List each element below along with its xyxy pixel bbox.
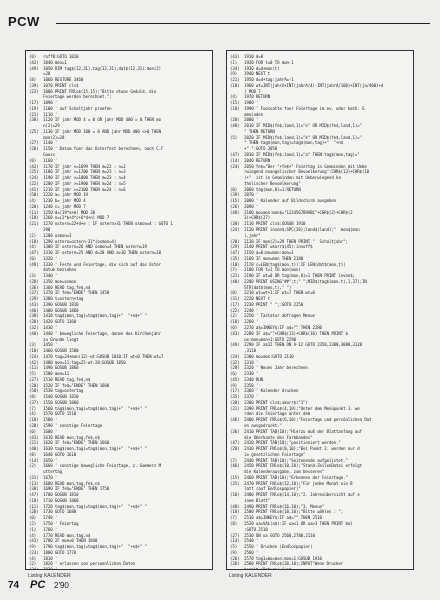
code-line: (24) 1190 IF jahr >=1800 THEN m=23 : n=4 [29,175,126,181]
code-line: (39) 1070 PRINT cls$ [29,82,79,88]
code-line: +" ":GOTO 2050 [230,146,278,152]
code-line: (38) 2380 PRINT cls$;ukorr$("1") [230,399,308,405]
code-line: (28) 2580 PRINT FNlo$(20,10);INPUT"Wenn Drucker [230,561,344,567]
code-line: (36) 1360 READ tag,fe$,n$ [29,284,91,290]
code-line: (18) 2500 PRINT FNlo$(18,10);"Bitte wählen : "; [230,509,344,515]
code-line: ue:mon=mon+1:GOTO 2290 [230,336,296,342]
code-line: die Kalenderausgabe, zum besseren" [230,469,325,475]
code-line: (27) 1510 READ tag,fe$,n$ [29,376,91,382]
code-line: (43) 2280 IF a$=""+CHR$(13)+CHR$(10) THEN PRINT b [230,330,348,336]
code-line: (45) 2340 RUN [230,376,263,382]
code-line: (10) 1580 ' [29,417,58,423]
code-line: (28) 2320 ' Neues Jahr berechnen [230,365,308,371]
code-line: (9) 2350 ' [230,382,259,388]
code-line: (0) 1320 ' [29,255,58,261]
code-line: (0) 2060 tag(mon,0)=1:RETURN [230,186,301,192]
section-label: PCW [8,14,40,29]
code-line: die Oberkante des Farbbandes" [230,434,313,440]
code-line: (40) 1630 tag$(mon,tag)=tag$(mon,tag)+" "+n$+" " [29,446,147,452]
page-number: 74 [8,580,20,591]
code-line: (47) 2030 IF MID$(fe$,land,1)="a" THEN tag$(mon,tag)=" [230,152,360,158]
code-line: (4) 1810 ' [29,555,58,561]
code-line: (18) 1990 ' Fuessatte fuer Feiertage im ev. oder kath. G [230,105,365,111]
code-line: (18) 1260 e=(2*b+4*c+6*d+n) MOD 7 [29,215,110,221]
code-line: (31) 2220 NEXT t [230,296,271,302]
code-line: mon(2)=28 [29,134,65,140]
code-line: ),jahr" [230,232,261,238]
code-line: (4) 1570 GOTO 1510 [29,411,77,417]
code-line: (7) 2440 PRINT TAB(10);"Seitenende aufgelistet." [230,457,348,463]
code-line: (37) 1370 IF fe$="ENDE" THEN 1450 [29,290,110,296]
code-line: (50) 1220 a= jahr MOD 19 [29,192,88,198]
code-line: ) MOD 7 [230,88,261,94]
code-line: (18) 2260 ' [230,319,259,325]
code-line: (29) 2140 PRINT ukorr$(45):invoff$ [230,244,313,250]
code-line: (48) 2010 IF MID$(fe$,land,1)="e" OR MID$(fe$,land,1)=" [230,123,362,129]
code-line: (39) 2070 ' [230,192,259,198]
code-line: (8) 1060 RESTORE 3460 [29,77,84,83]
code-line: " THEN tag$(mon,tag)=tag$(mon,tag)+" "+n$ [230,140,344,146]
section-header [0,12,440,34]
code-line: )+" ist in Gemeinden mit Ueberwiegend ka [230,175,341,181]
code-line: (20) 1520 IF fe$="ENDE" THEN 1600 [29,382,110,388]
code-line: (0) 2210 wt=wt+1:IF wt=7 THEN wt=0 [230,290,315,296]
code-line: (34) 1930 d=d+mon(t) [230,65,280,71]
code-line: (25) 2470 PRINT FNlo$(12,10);"Für jeden Monat ein B [230,480,353,486]
code-line: (49) 2290 IF a$12 THEN ON A-12 GOTO 2350,2380,3080,3120 [230,342,362,348]
code-line: (2) 1820 ' erlassen von persoenlichen Daten [29,561,136,567]
code-line: (22) 1200 IF jahr >=1900 THEN m=24 : n=5 [29,180,126,186]
code-line: =28 [29,71,51,77]
code-line: (4) 1770 READ mon,tag,n$ [29,532,91,538]
code-line: n(2)=29 [29,123,60,129]
code-line: rden die Feiertage unter dem [230,411,311,417]
code-line: 290 [29,226,51,232]
code-line: (6) 2330 ' [230,371,259,377]
code-line: (1) 1920 FOR t=0 TO mon-1 [230,59,294,65]
code-line: (38) 1410 tag$(mon,tag)=tag$(mon,tag)+" "+n$+" " [29,313,147,319]
code-line: (23) 1080 PRINT FNlo$(15,15);"Bitte etwas Geduld, die [29,88,157,94]
code-line: (35) 2160 IF mon=mon THEN 2180 [230,255,304,261]
code-line: (8) 1540 GOSUB 1810 [29,394,79,400]
code-line: (4) 1300 IF ostern=26 AND osmon=4 THEN ostern=19 [29,244,147,250]
code-line: (9) 2560 ' [230,549,259,555]
code-line: STR(dat$(mon,t)," ") [230,284,292,290]
code-line: (43) 1780 IF mon=0 THEN 1840 [29,538,98,544]
magazine-brand: PC [30,579,46,591]
code-line: (13) 1680 READ mon,tag,fe$,n$ [29,480,100,486]
code-line: (20) 1590 ' sonstige Feiertage [29,423,103,428]
code-line: (0) 1740 ' [29,515,58,521]
code-line: (37) 1550 GOSUB 1860 [29,399,79,405]
issue-label: 2'90 [54,581,69,590]
code-line: (29) 1380 t=ostern+tag [29,296,84,302]
code-line: (9) 1940 NEXT t [230,71,271,77]
code-line: (17) 1090 ' [29,100,58,106]
code-line: (46) 2400 PRINT FNlo$(6,10);"Feiertage und persönlichen Dat [230,417,372,423]
code-line: (46) 2450 PRINT FNlo$(10,10);"Stand-ZeilenDatei erfolgt [230,463,362,469]
code-line: (27) 1140 ' [29,140,58,146]
code-line: (43) 1040 mon=1 [29,59,67,65]
code-line: (25) 1130 IF jahr MOD 100 = 0 AND jahr MOD 400 <>0 THEN [29,128,161,134]
code-line: (2) 1280 osmon=3 [29,232,72,238]
listing-column-left [25,50,213,570]
code-line: datum beziehen [29,267,77,273]
code-line: (31) 1670 ' [29,474,58,480]
code-line: (9) 1790 tag$(mon,tag)=tag$(mon,tag)+" "+n$+" " [29,544,147,550]
code-line: (5) 1500 mon=11 [29,371,70,377]
code-line: (46) 1400 GOSUB 1860 [29,307,79,313]
code-line: (7) 1560 tag$(mon,tag)=tag$(mon,tag)+" "+n$+" " [29,405,147,411]
code-line: (38) 1690 IF fe$="ENDE" THEN 1750 [29,486,110,492]
code-line: (20) 2130 IF mon(2)=29 THEN PRINT " Schaltjahr"; [230,238,348,244]
code-line: (4) 1230 b= jahr MOD 4 [29,198,86,204]
code-line: (23) 1800 GOTO 1770 [29,549,77,555]
code-line: (43) 1610 READ mon,tag,fe$,n$ [29,434,100,440]
listing-caption-left: Listing KALENDER [28,573,71,579]
code-line: (34) 1830 ' [29,567,58,570]
code-line: Gauss [29,152,55,158]
code-line: latt (auf Endlospapier)" [230,486,301,492]
code-line: (48) 2100 mo=mon:mon$="123456789ABC"+CHR$(2)+CHR$(2 [230,209,353,215]
code-line: (2) 2250 ' Tastatur abfragen Menue [230,313,315,319]
code-line: (49) 1050 DIM tag$(12,31),tag(12,31),dat$(12,31):mon(2) [29,65,161,71]
code-line: (21) 1270 ostern=22+d+e : IF ostern>31 THEN osmon=4 : GOTO 1 [29,221,173,227]
code-line: (48) 2490 PRINT FNlo$(16,10);"3. Menue" [230,503,325,509]
code-line: (47) 2150 a=0:mo=mon:mon=1 [230,250,294,256]
code-line: (38) 1120 IF jahr MOD 4 = 0 OR jahr MOD 400 = 0 THEN mo [29,117,161,123]
code-line: (15) 2080 ' Kalender auf Bildschirm ausgeben [230,198,337,204]
code-line: (24) 2120 PRINT invon$;SPC(20);land$(land);" mon$(mon [230,226,360,232]
code-line: (47) 2420 PRINT TAB(10);"positioniert werden." [230,440,341,446]
code-line: (3) 1450 ' [29,342,58,348]
code-line: (7) 2180 FOR t=1 TO mon(mon) [230,267,301,273]
code-line: (11) 1490 GOSUB 1860 [29,365,79,371]
code-line: (49) 1330 ' Feste und Feiertage, die sich auf das Oster [29,261,161,267]
listing-caption-right: Listing KALENDER [229,573,272,579]
code-line: 3)+CHR$(27) [230,215,271,221]
code-line: (14) 2540 ' [230,538,259,544]
code-line: (20) 1350 mon=osmon [29,278,77,284]
header-rule [56,23,430,24]
code-line: (38) 2110 PRINT cls$:GOSUB 1910 [230,221,306,227]
code-line: inem Blatt" [230,497,271,503]
code-line: ,3110 [230,348,256,354]
code-line: :GOTO 2510 [230,526,268,532]
code-line: (18) 1290 ostern=ostern-31*(osmon=4) [29,238,117,244]
code-line: (21) 2190 IF wt=0 OR tag(mon,0)=1 THEN PRINT invon$; [230,273,355,279]
code-line: (14) 1650 ' [29,457,58,463]
code-line: (7) 2510 a$=INKEY$:IF a$="" THEN 2510 [230,515,322,521]
code-line: (48) 2200 PRINT USING"##";t;" ";MID$(tag$(mon,t),1,37);IN [230,278,367,284]
code-line: (0) 1600 ' [29,428,58,434]
code-line: (24) 2050 fe$="Der "+fe$+" Feiertag in Gemeinden mit Uebe [230,163,367,169]
code-line: (11) 1250 d=(19*a+m) MOD 30 [29,209,95,215]
code-line: (47) 1700 GOSUB 1810 [29,492,79,498]
code-line: (20) 2000 ' [230,117,259,123]
code-line: (8) 1640 GOTO 1610 [29,451,77,457]
code-line: bereit (Return) ";a$ [230,567,292,570]
code-line: (26) 2090 ' [230,203,259,209]
code-line: Feiertage werden berechnet."; [29,94,112,100]
code-line: (15) 1980 ' [230,100,259,106]
code-line: (26) 2570 tag1=mo=mon:mon=1:GOSUB 1910 [230,555,322,561]
code-line: (4) 1970 RETURN [230,94,271,100]
code-line: (2) 1660 ' sonstige bewegliche Feiertage, z. Sommerz M [29,463,161,469]
code-line: ie gesetzlichen Feiertage" [230,451,306,457]
code-line: (18) 1710 GOSUB 1860 [29,497,79,503]
code-line: (10) 2480 PRINT FNlo$(14,10);"2. Jahresübersicht auf e [230,492,360,498]
code-line: (20) 1150 ' Datum fuer das Osterfest berechnen, nach C.F [29,146,164,152]
code-line: (18) 1960 wt=INT(jahrA+INT(jahrA/4)-INT(jahrA/100)+INT(ja/400)+d [230,82,384,88]
code-line: (42) 1480 mon=11:tag=25-wt-28:GOSUB 1850 [29,359,126,365]
code-line: (41) 1210 IF jahr >=2100 THEN m=24 : n=6 [29,186,126,192]
code-line: (8) 2520 ua=VAL(a$):IF ua<1 OR ua>3 THEN PRINT bel [230,521,353,527]
code-line: (43) 1390 GOSUB 1810 [29,301,79,307]
code-line: (25) 1180 IF jahr >=1700 THEN m=23 : n=3 [29,169,126,175]
code-line: (35) 2370 ' [230,394,259,400]
code-line: (20) 1730 GOTO 1680 [29,509,77,515]
code-line: (24) 1470 tag=24+mon(12)-wt:GOSUB 1810:IF wt<0 THEN wt=7 [29,353,164,359]
code-line: (36) 2410 PRINT TAB(10);"Hierzu muß der Blattanfang auf [230,428,362,434]
code-line: tholischer Bevoelkerung" [230,180,301,186]
code-line: (20) 2430 PRINT FNlo$(8,10);"Bei Punkt 2. werden nur d [230,446,360,452]
code-line: (5) 2020 IF MID$(fe$,land,1)="k" OR MID$(fe$,land,1)=" [230,134,362,140]
code-line: (0) roffB:GOTO 1010 [29,54,79,59]
code-line: (20) 1420 GOTO 1360 [29,319,77,325]
code-line: (43) 1910 d=0 [230,54,263,59]
code-line: (2) 1750 ' Feiertag [29,521,79,527]
code-line: (17) 2360 ' Kalender drucken [230,388,299,394]
code-line: (32) 2310 ' [230,359,259,365]
code-line: (17) 2230 PRINT " ";:GOTO 2250 [230,301,304,307]
code-line: (40) 1440 ' bewegliche Feiertage, denen das Kirchenjahr [29,330,161,336]
code-line: rwiegend evangelischer Bevoelkerung":CHR$(13)+CHR$(10 [230,169,370,175]
code-line: (43) 1170 IF jahr <=1699 THEN m=22 : n=2 [29,163,126,169]
code-line: (21) 2390 PRINT FNlo$(4,10);"Unter dem Menüpunkt 1. we [230,405,360,411]
code-line: (21) 1950 d=d+tag:jahrA=-1 [230,77,294,83]
code-line: (24) 2300 mo=mon:GOTO 2110 [230,353,294,359]
code-line: (27) 2530 ON ua GOTO 2560,2780,2110 [230,532,315,538]
code-line: (21) 1620 IF fe$="ENDE" THEN 1660 [29,440,110,446]
code-line: (50) 1530 tag=ostertag [29,388,84,394]
code-line: (19) 1100 ' auf Schaltjahr pruefen [29,105,112,111]
code-line: (20) 1240 c= jahr MOD 7 [29,203,86,209]
code-line: (22) 2240 ' [230,307,259,313]
code-line: (5) 2550 ' Drucken (Endlospapier) [230,544,313,550]
code-line: (11) 1720 tag$(mon,tag)=tag$(mon,tag)+" "+n$+" " [29,503,147,509]
code-line: zu Grunde liegt [29,336,79,342]
code-line: (3) 1340 ' [29,273,58,279]
code-line: (0) 2270 a$=INKEY$:IF a$="" THEN 2280 [230,324,322,330]
code-line: (14) 2040 RETURN [230,157,271,163]
code-line: (10) 2170 c=LEN(tag$(mon,t)):IF LEN(dat$(mon,t)) [230,261,346,267]
listing-column-right [226,50,414,570]
code-line: (10) 1460 GOSUB 1500 [29,348,79,354]
code-line: " THEN RETURN [230,128,275,134]
code-line: (0) 1160 ' [29,157,58,163]
code-line: uttertag [29,469,62,475]
code-line: emeinden [230,111,263,117]
code-line: (47) 1310 IF ostern=25 AND d=28 AND a>10 THEN ostern=18 [29,250,161,256]
code-line: (32) 1430 ' [29,324,58,330]
code-line: en ausgedruckt." [230,423,282,428]
code-line: (1) 1760 ' [29,526,58,532]
code-line: (21) 1110 ' [29,111,58,117]
code-line: (15) 2460 PRINT TAB(10);"Erkennen der Feiertage." [230,474,348,480]
